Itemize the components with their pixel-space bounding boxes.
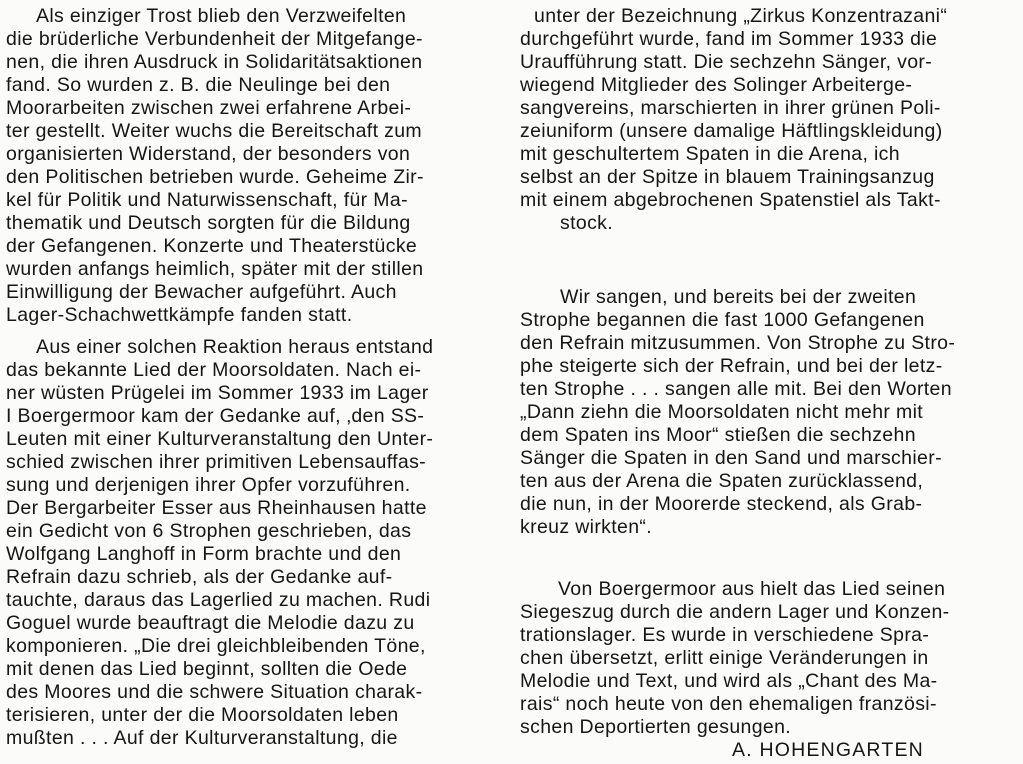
text-line: sangvereins, marschierten in ihrer grünen Poli-	[520, 97, 941, 119]
text-line: komponieren. „Die drei gleichbleibenden Töne,	[6, 635, 426, 657]
text-line: trationslager. Es wurde in verschiedene Spra-	[520, 624, 930, 646]
text-line: mußten . . . Auf der Kulturveranstaltung, die	[6, 727, 398, 749]
text-line: den Politischen betrieben wurde. Geheime Zir-	[6, 166, 424, 188]
text-line: Sänger die Spaten in den Sand und marschier-	[520, 447, 942, 469]
text-line: Der Bergarbeiter Esser aus Rheinhausen hatte	[6, 497, 427, 519]
text-line: Leuten mit einer Kulturveranstaltung den Unter-	[6, 428, 434, 450]
text-line: schen Deportierten gesungen.	[520, 716, 792, 738]
text-line: Strophe begannen die fast 1000 Gefangenen	[520, 309, 925, 331]
text-line: schied zwischen ihrer primitiven Lebensauffas-	[6, 451, 427, 473]
text-line: terisieren, unter der die Moorsoldaten leben	[6, 704, 399, 726]
text-line: thematik und Deutsch sorgten für die Bildung	[6, 212, 411, 234]
text-line: Von Boergermoor aus hielt das Lied seinen	[558, 578, 946, 600]
text-line: mit geschultertem Spaten in die Arena, ich	[520, 143, 900, 165]
text-line: das bekannte Lied der Moorsoldaten. Nach ei-	[6, 359, 422, 381]
text-line: I Boergermoor kam der Gedanke auf, ‚den SS-	[6, 405, 425, 427]
text-line: phe steigerte sich der Refrain, und bei der letz-	[520, 355, 943, 377]
text-line: Als einziger Trost blieb den Verzweifelten	[36, 5, 407, 27]
text-line: durchgeführt wurde, fand im Sommer 1933 die	[520, 28, 938, 50]
text-line: stock.	[560, 212, 614, 234]
text-line: „Dann ziehn die Moorsoldaten nicht mehr mit	[520, 401, 924, 423]
text-line: ten aus der Arena die Spaten zurücklassend,	[520, 470, 924, 492]
text-line: den Refrain mitzusummen. Von Strophe zu Stro-	[520, 332, 956, 354]
text-line: Einwilligung der Bewacher aufgeführt. Auch	[6, 281, 397, 303]
text-line: Aus einer solchen Reaktion heraus entstand	[36, 336, 434, 358]
text-line: ten Strophe . . . sangen alle mit. Bei den Worten	[520, 378, 952, 400]
text-line: die nun, in der Moorerde steckend, als Grab-	[520, 493, 923, 515]
text-line: Refrain dazu schrieb, als der Gedanke auf-	[6, 566, 393, 588]
text-line: nen, die ihren Ausdruck in Solidaritätsaktionen	[6, 51, 423, 73]
text-line: tauchte, daraus das Lagerlied zu machen. Rudi	[6, 589, 431, 611]
text-line: zeiuniform (unsere damalige Häftlingskleidung)	[520, 120, 943, 142]
text-line: rais“ noch heute von den ehemaligen französi-	[520, 693, 937, 715]
text-line: sung und derjenigen ihrer Opfer vorzuführen.	[6, 474, 411, 496]
text-line: mit denen das Lied beginnt, sollten die Oede	[6, 658, 408, 680]
text-line: des Moores und die schwere Situation charak-	[6, 681, 423, 703]
text-line: ner wüsten Prügelei im Sommer 1933 im Lager	[6, 382, 429, 404]
text-line: Goguel wurde beauftragt die Melodie dazu zu	[6, 612, 415, 634]
text-line: ter gestellt. Weiter wuchs die Bereitschaft zum	[6, 120, 422, 142]
text-line: Melodie und Text, und wird als „Chant des Ma-	[520, 670, 938, 692]
text-line: die brüderliche Verbundenheit der Mitgefange-	[6, 28, 423, 50]
text-line: Wolfgang Langhoff in Form brachte und den	[6, 543, 402, 565]
text-line: wiegend Mitglieder des Solinger Arbeiterge-	[520, 74, 913, 96]
text-line: ein Gedicht von 6 Strophen geschrieben, das	[6, 520, 412, 542]
author-signature: A. HOHENGARTEN	[732, 739, 924, 761]
text-line: Wir sangen, und bereits bei der zweiten	[560, 286, 917, 308]
text-line: Siegeszug durch die andern Lager und Konzen-	[520, 601, 950, 623]
text-line: chen übersetzt, erlitt einige Veränderungen in	[520, 647, 929, 669]
text-line: der Gefangenen. Konzerte und Theaterstücke	[6, 235, 418, 257]
text-line: dem Spaten ins Moor“ stießen die sechzehn	[520, 424, 916, 446]
text-line: organisierten Widerstand, der besonders von	[6, 143, 411, 165]
text-line: unter der Bezeichnung „Zirkus Konzentrazani“	[534, 5, 948, 27]
text-line: kreuz wirkten“.	[520, 516, 653, 538]
text-line: mit einem abgebrochenen Spatenstiel als Takt-	[520, 189, 941, 211]
text-line: selbst an der Spitze in blauem Trainingsanzug	[520, 166, 935, 188]
text-line: wurden anfangs heimlich, später mit der stillen	[6, 258, 424, 280]
text-line: fand. So wurden z. B. die Neulinge bei den	[6, 74, 391, 96]
text-line: Lager-Schachwettkämpfe fanden statt.	[6, 304, 353, 326]
text-line: Moorarbeiten zwischen zwei erfahrene Arbei-	[6, 97, 412, 119]
text-line: kel für Politik und Naturwissenschaft, für Ma-	[6, 189, 408, 211]
text-line: Uraufführung statt. Die sechzehn Sänger, vor-	[520, 51, 933, 73]
